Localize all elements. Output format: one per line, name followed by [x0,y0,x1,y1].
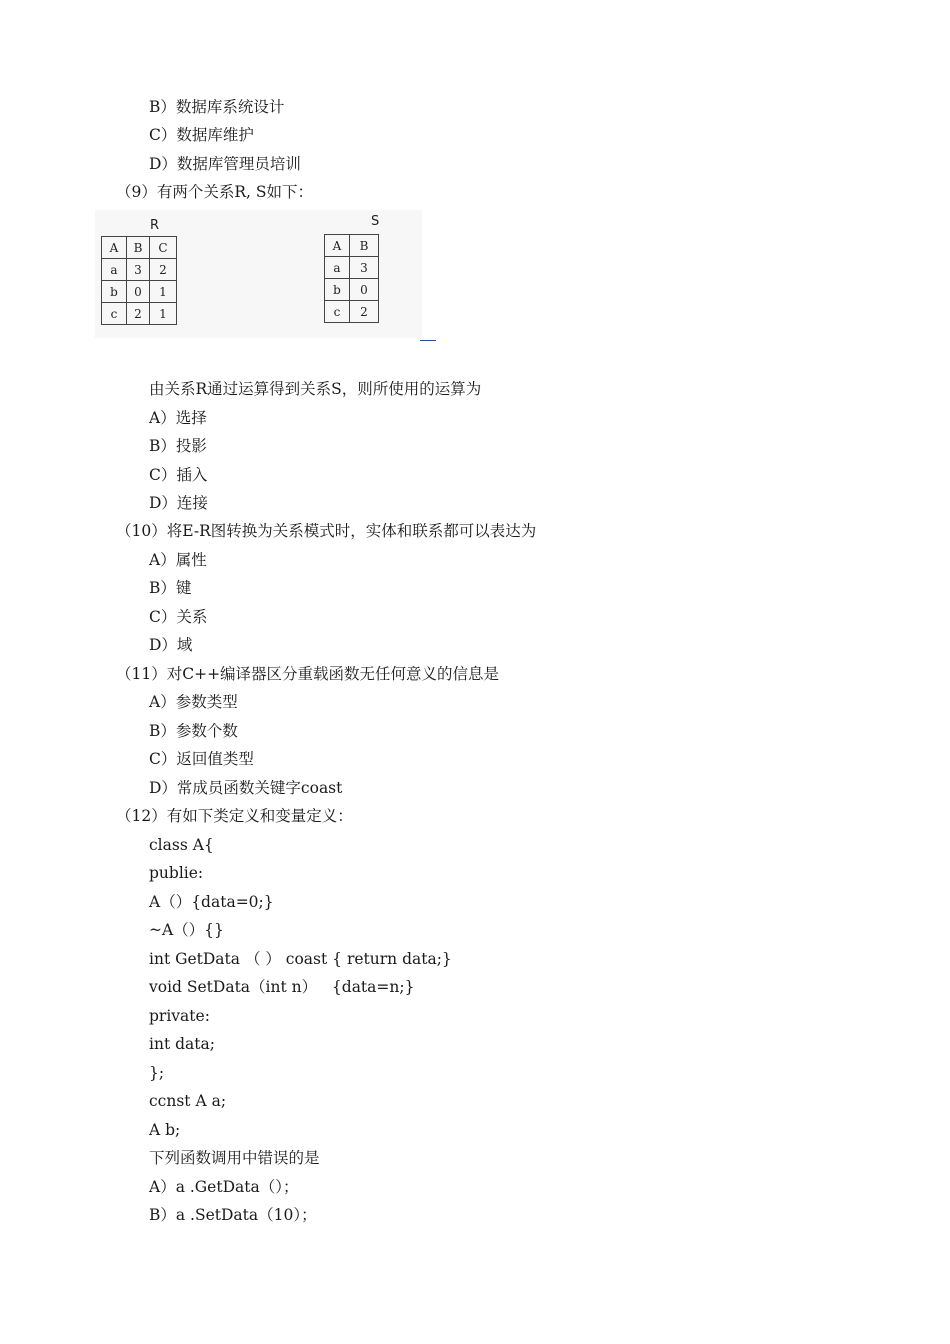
option-c-line: C）返回值类型 [149,750,254,768]
code-line: publie: [149,864,204,882]
question-9-title: （9）有两个关系R, S如下： [116,183,314,201]
option-b-line: B）a .SetData（10）； [149,1206,317,1224]
relations-figure [95,210,422,338]
table-cell: C [150,237,177,259]
table-cell: B [127,237,150,259]
option-b-line: B）投影 [149,437,207,455]
relation-r-table [101,236,177,325]
option-a-line: A）参数类型 [149,693,238,711]
table-cell: c [325,301,350,323]
table-cell: A [325,235,350,257]
code-line: class A{ [149,836,214,854]
code-line: ccnst A a; [149,1092,227,1110]
code-line: ~A（）{} [149,921,224,939]
table-cell: B [350,235,379,257]
option-a-line: A）属性 [149,551,207,569]
table-cell: 3 [127,259,150,281]
option-d-line: D）常成员函数关键字coast [149,779,343,797]
option-b-line: B）数据库系统设计 [149,98,285,116]
code-line: int data; [149,1035,215,1053]
table-cell: 3 [350,257,379,279]
code-line: int GetData （ ） coast { return data;} [149,950,452,968]
option-d-line: D）连接 [149,494,208,512]
relation-s-label: S [371,214,380,229]
table-row [102,259,177,281]
code-line: private: [149,1007,210,1025]
code-line: void SetData（int n） {data=n;} [149,978,415,996]
code-line: }; [149,1064,165,1082]
option-d-line: D）数据库管理员培训 [149,155,301,173]
option-a-line: A）选择 [149,409,207,427]
link-underline[interactable] [420,340,436,341]
relation-s-table [324,234,379,323]
table-cell: 1 [150,303,177,325]
question-12-title: （12）有如下类定义和变量定义： [116,807,353,825]
table-cell: A [102,237,127,259]
table-cell: 2 [150,259,177,281]
table-cell: 2 [350,301,379,323]
question-10-title: （10）将E-R图转换为关系模式时，实体和联系都可以表达为 [116,522,537,540]
table-row [102,303,177,325]
table-cell: 0 [127,281,150,303]
relation-r-label: R [150,218,160,233]
option-b-line: B）键 [149,579,192,597]
option-b-line: B）参数个数 [149,722,238,740]
code-line: A（）{data=0;} [149,893,274,911]
table-cell: b [325,279,350,301]
table-row [325,301,379,323]
question-11-title: （11）对C++编译器区分重载函数无任何意义的信息是 [116,665,500,683]
option-c-line: C）关系 [149,608,208,626]
table-row [325,257,379,279]
table-cell: c [102,303,127,325]
table-cell: a [102,259,127,281]
question-text: 由关系R通过运算得到关系S，则所使用的运算为 [149,380,482,398]
table-cell: b [102,281,127,303]
table-header-row [102,237,177,259]
table-header-row [325,235,379,257]
table-cell: 0 [350,279,379,301]
code-line: A b; [149,1121,181,1139]
table-cell: 2 [127,303,150,325]
table-cell: 1 [150,281,177,303]
table-row [325,279,379,301]
option-c-line: C）插入 [149,466,208,484]
table-row [102,281,177,303]
option-c-line: C）数据库维护 [149,126,254,144]
table-cell: a [325,257,350,279]
option-a-line: A）a .GetData（）； [149,1178,299,1196]
question-text: 下列函数调用中错误的是 [149,1149,320,1167]
option-d-line: D）域 [149,636,193,654]
